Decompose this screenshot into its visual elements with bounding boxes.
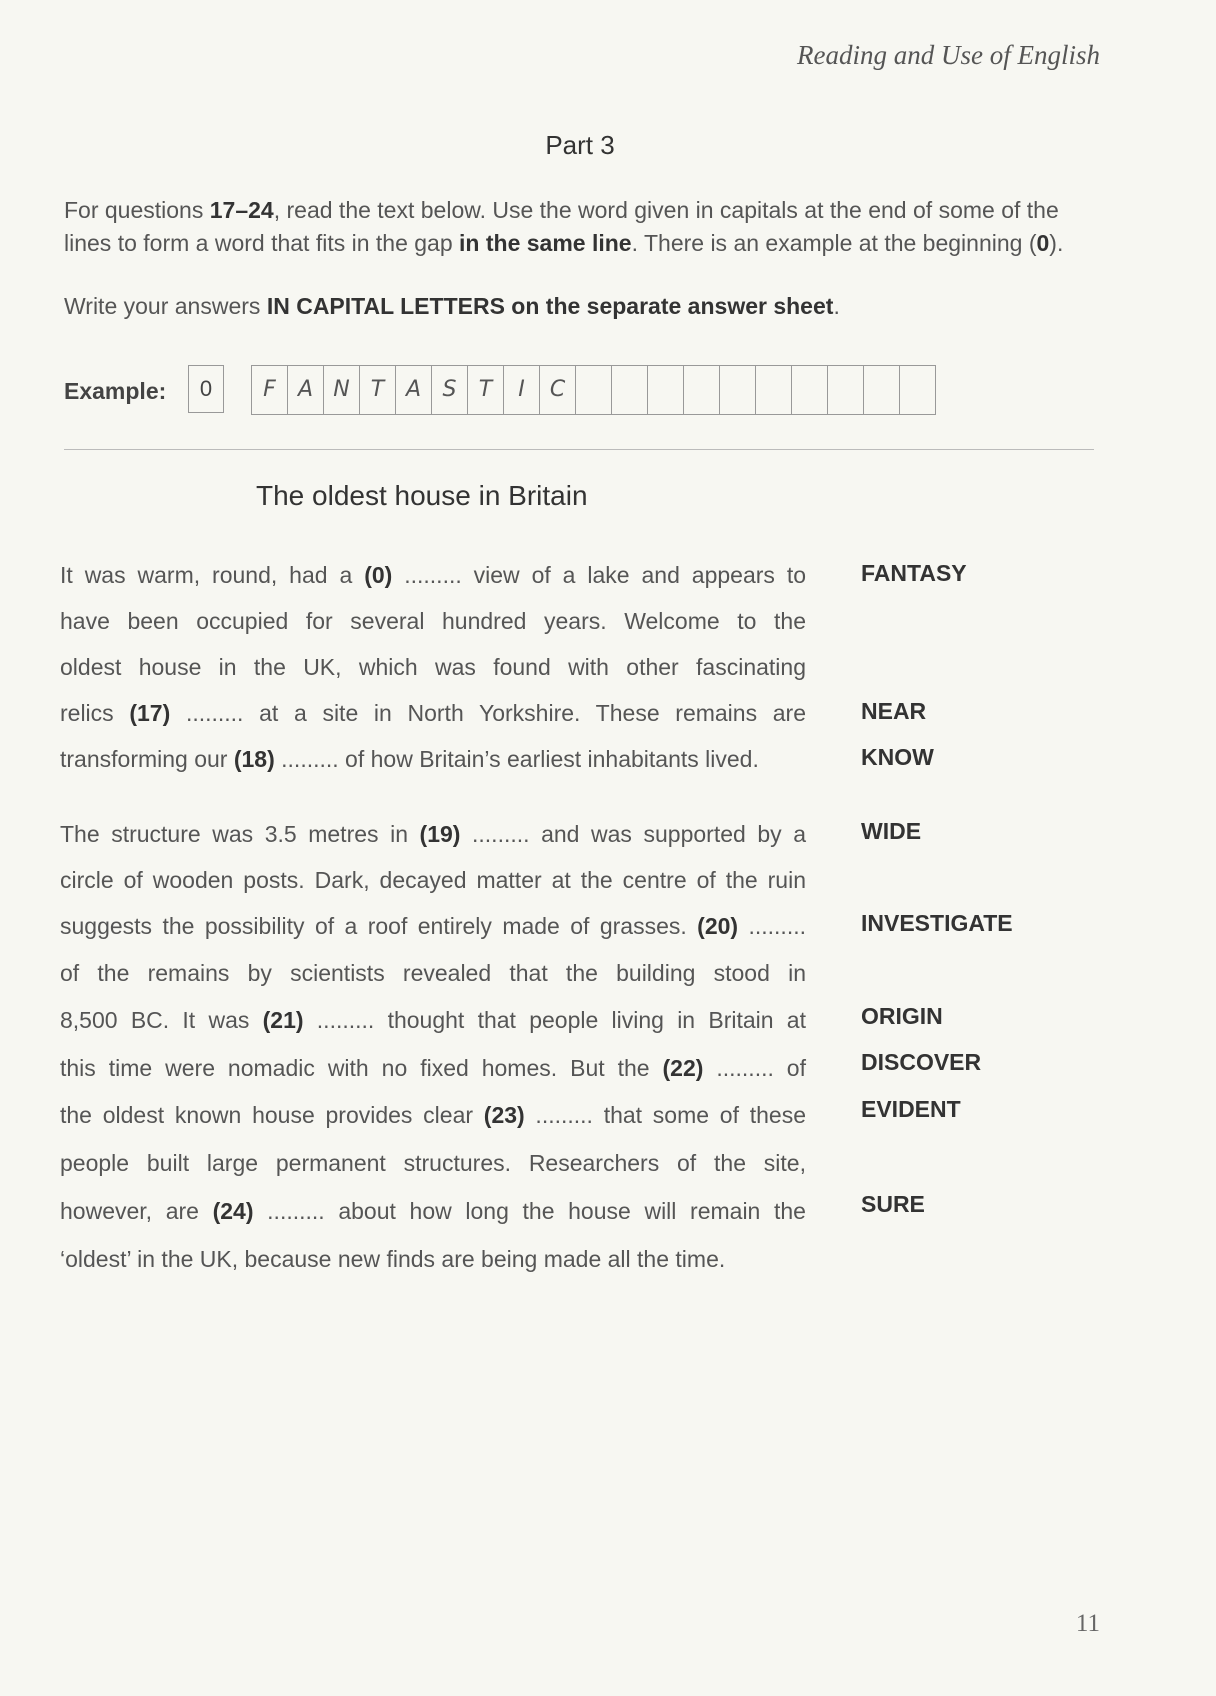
capital-word-wide: WIDE [861,818,922,844]
text-line: The structure was 3.5 metres in (19) ......... and was supported by a [60,821,806,847]
capital-word-origin: ORIGIN [861,1003,943,1029]
text-line: the oldest known house provides clear (23) ......... that some of these [60,1102,806,1128]
text-line: 8,500 BC. It was (21) ......... thought that people living in Britain at [60,1007,806,1033]
capital-word-investigate: INVESTIGATE [861,910,1013,936]
capital-word-near: NEAR [861,698,927,724]
text-line: ‘oldest’ in the UK, because new finds are being made all the time. [60,1246,726,1272]
instruction-line-3: Write your answers IN CAPITAL LETTERS on the separate answer sheet. [64,293,840,319]
capital-word-sure: SURE [861,1191,925,1217]
running-head: Reading and Use of English [797,40,1100,70]
text-line: of the remains by scientists revealed that the building stood in [60,960,806,986]
text-line: relics (17) ......... at a site in North Yorkshire. These remains are [60,700,807,726]
answer-cell [720,366,756,414]
instruction-line-2: lines to form a word that fits in the gap in the same line. There is an example at the beginning (0). [64,230,1064,256]
answer-cell [828,366,864,414]
text-line: suggests the possibility of a roof entirely made of grasses. (20) ......... [60,913,806,939]
answer-cell [576,366,612,414]
capital-word-fantasy: FANTASY [861,560,967,586]
answer-cell [792,366,828,414]
answer-cell: A [396,366,432,414]
answer-cell [612,366,648,414]
page-number: 11 [1075,1610,1100,1637]
text-title: The oldest house in Britain [256,480,588,511]
text-line: this time were nomadic with no fixed homes. But the (22) ......... of [60,1055,806,1081]
text-line: transforming our (18) ......... of how Britain’s earliest inhabitants lived. [60,746,759,772]
answer-cell [684,366,720,414]
text-line: people built large permanent structures. Researchers of the site, [60,1150,806,1176]
part-title: Part 3 [545,130,615,160]
text-line: circle of wooden posts. Dark, decayed matter at the centre of the ruin [60,867,806,893]
text-line: however, are (24) ......... about how long the house will remain the [60,1198,806,1224]
capital-word-discover: DISCOVER [861,1049,982,1075]
answer-cell: T [468,366,504,414]
answer-cell [756,366,792,414]
answer-cell: A [288,366,324,414]
answer-cell: C [540,366,576,414]
answer-cell: T [360,366,396,414]
instruction-line-1: For questions 17–24, read the text below. Use the word given in capitals at the end of some of the [64,197,1059,223]
answer-cell: F [252,366,288,414]
answer-cell [900,366,936,414]
capital-word-evident: EVIDENT [861,1096,961,1122]
answer-cell [864,366,900,414]
example-answer-grid [251,365,936,415]
example-number-box: 0 [188,365,224,413]
divider-rule [64,449,1094,450]
answer-cell: I [504,366,540,414]
text-line: oldest house in the UK, which was found with other fascinating [60,654,806,680]
answer-cell: N [324,366,360,414]
answer-cell: S [432,366,468,414]
text-line: It was warm, round, had a (0) ......... view of a lake and appears to [60,562,807,588]
example-label: Example: [64,378,167,404]
answer-cell [648,366,684,414]
capital-word-know: KNOW [861,744,934,770]
text-line: have been occupied for several hundred years. Welcome to the [60,608,806,634]
